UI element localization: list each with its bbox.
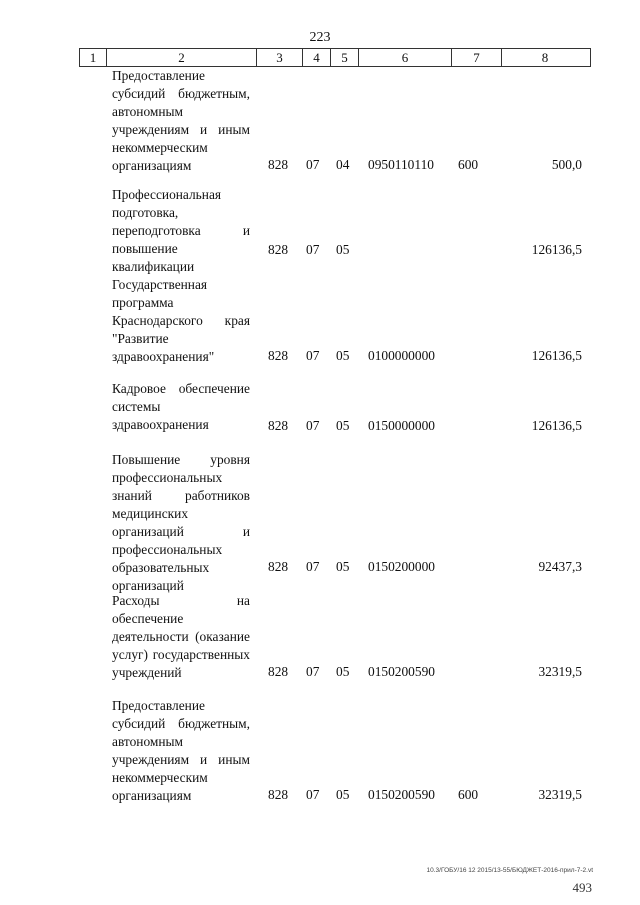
row-description: Профессиональная подготовка, переподготовка и повышение квалификации <box>112 187 250 274</box>
cell-col-6: 0150000000 <box>368 418 435 433</box>
row-description: Повышение уровня профессиональных знаний работников медицинских организаций и профессиональных образовательных организаций <box>112 452 250 593</box>
cell-col-4: 07 <box>306 787 320 802</box>
row-description: Расходы на обеспечение деятельности (оказание услуг) государственных учреждений <box>112 593 250 680</box>
sheet-number: 493 <box>572 880 592 895</box>
header-col-2: 2 <box>107 49 257 66</box>
cell-col-3: 828 <box>268 242 289 257</box>
header-col-5: 5 <box>331 49 359 66</box>
cell-col-5: 05 <box>336 418 350 433</box>
header-col-3: 3 <box>257 49 303 66</box>
cell-col-6: 0150200000 <box>368 559 435 574</box>
row-description: Предоставление субсидий бюджетным, автономным учреждениям и иным некоммерческим организациям <box>112 68 250 173</box>
header-col-1: 1 <box>80 49 107 66</box>
cell-col-3: 828 <box>268 664 289 679</box>
cell-col-4: 07 <box>306 157 320 172</box>
cell-col-5: 05 <box>336 559 350 574</box>
footer-file-code: 10.3/ГОБУ/16 12 2015/13-55/БЮДЖЕТ-2016-прил-7-2.vt <box>426 867 593 874</box>
header-col-7: 7 <box>452 49 502 66</box>
cell-col-8: 126136,5 <box>531 348 582 363</box>
cell-col-5: 05 <box>336 242 350 257</box>
cell-col-8: 32319,5 <box>538 664 582 679</box>
cell-col-3: 828 <box>268 559 289 574</box>
cell-col-4: 07 <box>306 559 320 574</box>
cell-col-4: 07 <box>306 418 320 433</box>
cell-col-8: 92437,3 <box>538 559 582 574</box>
row-description: Государственная программа Краснодарского края "Развитие здравоохранения" <box>112 277 250 364</box>
cell-col-8: 32319,5 <box>538 787 582 802</box>
cell-col-8: 126136,5 <box>531 418 582 433</box>
cell-col-3: 828 <box>268 348 289 363</box>
cell-col-3: 828 <box>268 157 289 172</box>
cell-col-5: 05 <box>336 664 350 679</box>
cell-col-5: 05 <box>336 787 350 802</box>
cell-col-5: 05 <box>336 348 350 363</box>
cell-col-6: 0950110110 <box>368 157 434 172</box>
cell-col-7: 600 <box>458 787 479 802</box>
cell-col-6: 0150200590 <box>368 787 435 802</box>
page-number: 223 <box>309 30 331 45</box>
cell-col-3: 828 <box>268 418 289 433</box>
cell-col-3: 828 <box>268 787 289 802</box>
cell-col-4: 07 <box>306 664 320 679</box>
cell-col-5: 04 <box>336 157 350 172</box>
cell-col-4: 07 <box>306 348 320 363</box>
header-col-6: 6 <box>359 49 452 66</box>
cell-col-8: 500,0 <box>551 157 582 172</box>
table-header <box>79 48 591 67</box>
cell-col-8: 126136,5 <box>531 242 582 257</box>
row-description: Предоставление субсидий бюджетным, автономным учреждениям и иным некоммерческим организациям <box>112 698 250 803</box>
header-col-4: 4 <box>303 49 331 66</box>
header-col-8: 8 <box>541 50 549 65</box>
cell-col-4: 07 <box>306 242 320 257</box>
cell-col-6: 0150200590 <box>368 664 435 679</box>
cell-col-7: 600 <box>458 157 479 172</box>
row-description: Кадровое обеспечение системы здравоохранения <box>112 381 250 432</box>
cell-col-6: 0100000000 <box>368 348 435 363</box>
